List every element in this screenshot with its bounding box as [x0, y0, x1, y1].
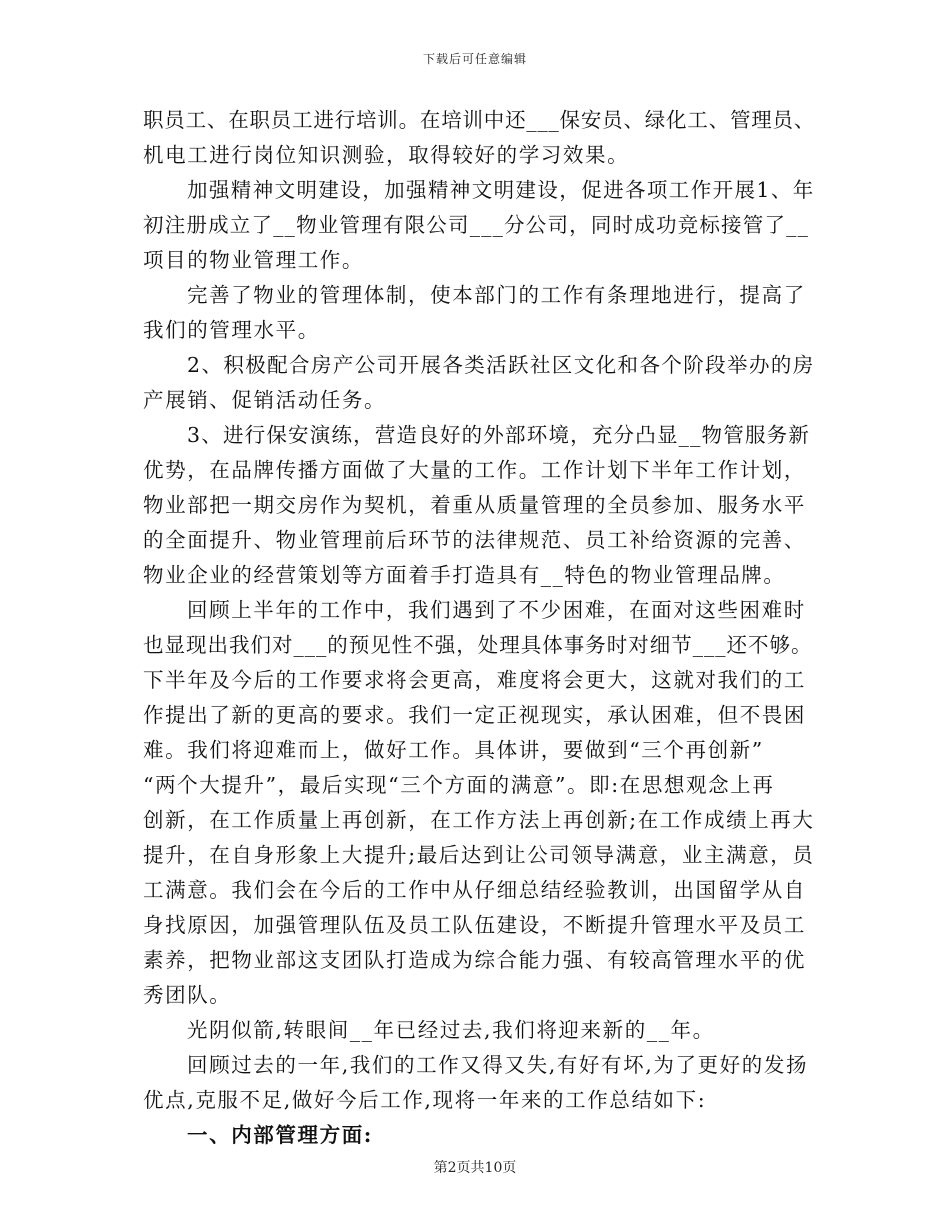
text-line: 职员工、在职员工进行培训。在培训中还___保安员、绿化工、管理员、	[143, 108, 816, 132]
text-line: 的全面提升、物业管理前后环节的法律规范、员工补给资源的完善、	[143, 528, 806, 552]
text-line: 身找原因，加强管理队伍及员工队伍建设，不断提升管理水平及员工	[143, 913, 806, 937]
text-line: “两个大提升”，最后实现“三个方面的满意”。即:在思想观念上再	[143, 773, 775, 797]
section-heading: 一、内部管理方面:	[187, 1123, 373, 1147]
text-line: 作提出了新的更高的要求。我们一定正视现实，承认困难，但不畏困	[143, 703, 806, 727]
text-line: 加强精神文明建设，加强精神文明建设，促进各项工作开展1、年	[187, 178, 815, 202]
text-line: 2、积极配合房产公司开展各类活跃社区文化和各个阶段举办的房	[187, 353, 815, 377]
text-line: 我们的管理水平。	[143, 318, 320, 342]
text-line: 产展销、促销活动任务。	[143, 388, 387, 412]
document-body	[143, 103, 815, 1153]
page-footer: 第2页共10页	[433, 1160, 517, 1176]
text-line: 下半年及今后的工作要求将会更高，难度将会更大，这就对我们的工	[143, 668, 806, 692]
text-line: 优点,克服不足,做好今后工作,现将一年来的工作总结如下:	[143, 1088, 707, 1112]
text-line: 难。我们将迎难而上，做好工作。具体讲，要做到“三个再创新”	[143, 738, 764, 762]
text-line: 物业部把一期交房作为契机，着重从质量管理的全员参加、服务水平	[143, 493, 806, 517]
text-line: 回顾上半年的工作中，我们遇到了不少困难，在面对这些困难时	[187, 598, 806, 622]
page-header: 下载后可任意编辑	[422, 52, 527, 66]
text-line: 秀团队。	[143, 983, 232, 1007]
text-line: 物业企业的经营策划等方面着手打造具有__特色的物业管理品牌。	[143, 563, 786, 587]
text-line: 创新，在工作质量上再创新，在工作方法上再创新;在工作成绩上再大	[143, 808, 815, 832]
text-line: 机电工进行岗位知识测验，取得较好的学习效果。	[143, 143, 630, 167]
text-line: 优势，在品牌传播方面做了大量的工作。工作计划下半年工作计划，	[143, 458, 806, 482]
text-line: 提升，在自身形象上大提升;最后达到让公司领导满意，业主满意，员	[143, 843, 815, 867]
text-line: 光阴似箭,转眼间__年已经过去,我们将迎来新的__年。	[187, 1018, 715, 1042]
text-line: 工满意。我们会在今后的工作中从仔细总结经验教训，出国留学从自	[143, 878, 806, 902]
text-line: 素养，把物业部这支团队打造成为综合能力强、有较高管理水平的优	[143, 948, 806, 972]
text-line: 初注册成立了__物业管理有限公司___分公司，同时成功竞标接管了__	[143, 213, 810, 237]
text-line: 回顾过去的一年,我们的工作又得又失,有好有坏,为了更好的发扬	[187, 1053, 809, 1077]
text-line: 也显现出我们对___的预见性不强，处理具体事务时对细节___还不够。	[143, 633, 813, 657]
text-line: 项目的物业管理工作。	[143, 248, 364, 272]
text-line: 完善了物业的管理体制，使本部门的工作有条理地进行，提高了	[187, 283, 806, 307]
text-line: 3、进行保安演练，营造良好的外部环境，充分凸显__物管服务新	[187, 423, 811, 447]
